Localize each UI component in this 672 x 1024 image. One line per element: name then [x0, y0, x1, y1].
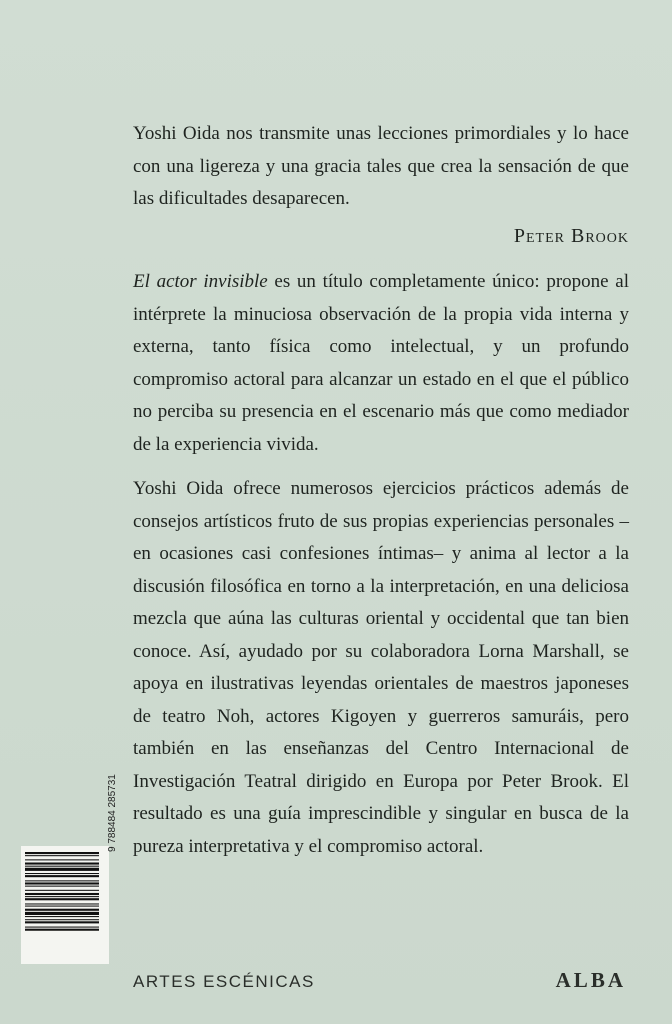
barcode-bar [25, 886, 99, 887]
barcode-bar [25, 859, 99, 860]
quote-text: Yoshi Oida nos transmite unas lecciones primordiales y lo hace con una ligereza y una gracia tales que crea la sensación de que las dificultades desaparecen. [133, 123, 629, 209]
barcode-bar [25, 909, 99, 911]
barcode-bar [25, 916, 99, 917]
blurb-quote [133, 118, 629, 252]
barcode-bar [25, 855, 99, 856]
barcode-bars [25, 852, 103, 958]
barcode-bar [25, 919, 99, 920]
barcode-bar [25, 896, 99, 897]
series-name: ARTES ESCÉNICAS [133, 972, 315, 991]
barcode-bar [25, 903, 99, 904]
publisher-logo-text: ALBA [555, 968, 626, 992]
barcode-bar [25, 875, 99, 877]
barcode-bar [25, 866, 99, 867]
barcode-bar [25, 890, 99, 891]
barcode: 9 788484 285731 [21, 846, 109, 964]
barcode-bar [25, 921, 99, 923]
barcode-bar [25, 882, 99, 884]
book-title-italic: El actor invisible [133, 271, 268, 292]
description-paragraph-1-text: es un título completamente único: propone al intérprete la minuciosa observación de la propia vida interna y externa, tanto física como intelectual, y un profundo compromiso actoral para alcanzar un estado en el que el público no perciba su presencia en el escenario más que como mediador de la experiencia vivida. [133, 271, 629, 455]
book-description [133, 266, 629, 875]
description-paragraph-2: Yoshi Oida ofrece numerosos ejercicios prácticos además de consejos artísticos fruto de sus propias experiencias personales –en ocasiones casi confesiones íntimas– y anima al lector a la discusión filosófica en torno a la interpretación, en una deliciosa mezcla que aúna las culturas oriental y occidental que tan bien conoce. Así, ayudado por su colaboradora Lorna Marshall, se apoya en ilustrativas leyendas orientales de maestros japoneses de teatro Noh, actores Kigoyen y guerreros samuráis, pero también en las enseñanzas del Centro Internacional de Investigación Teatral dirigido en Europa por Peter Brook. El resultado es una guía imprescindible y singular en busca de la pureza interpretativa y el compromiso actoral. [133, 478, 629, 857]
barcode-bar [25, 880, 99, 881]
barcode-bar [25, 912, 99, 915]
barcode-bar [25, 929, 99, 931]
description-paragraph-1 [133, 266, 629, 461]
barcode-bar [25, 893, 99, 895]
barcode-bar [25, 927, 99, 928]
barcode-bar [25, 898, 99, 900]
barcode-bar [25, 906, 99, 907]
barcode-bar [25, 868, 99, 871]
barcode-bar [25, 873, 99, 874]
barcode-bar [25, 852, 99, 854]
quote-attribution: Peter Brook [513, 224, 629, 247]
barcode-bar [25, 863, 99, 865]
